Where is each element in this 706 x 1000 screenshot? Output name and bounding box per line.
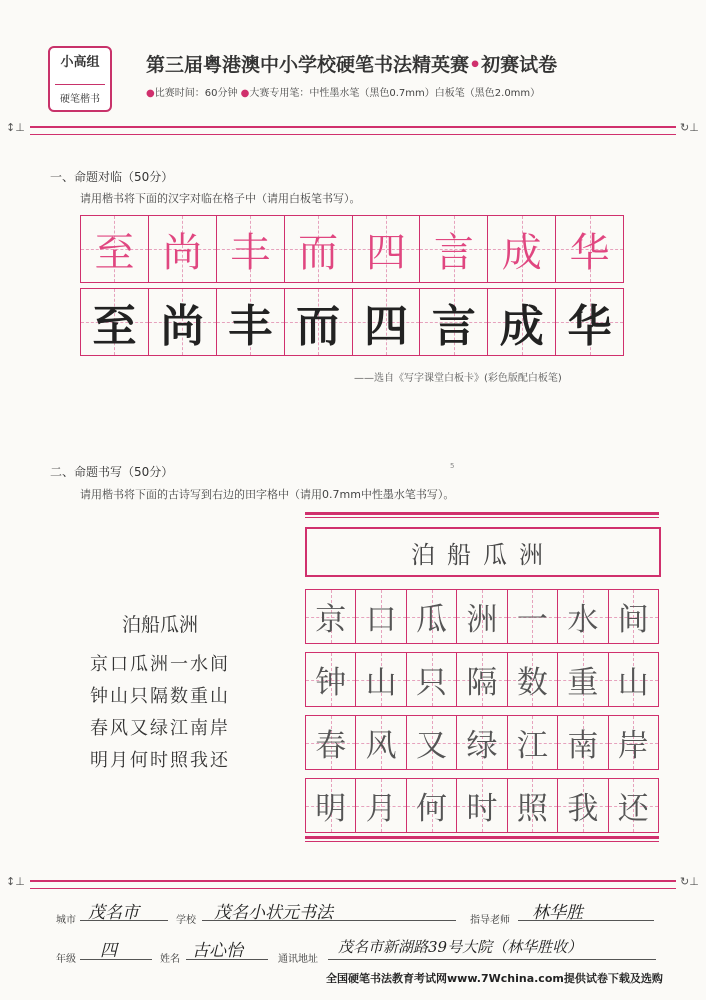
poem-grid-cell xyxy=(457,590,507,643)
poem-grid-cell xyxy=(508,653,558,706)
poem-grid-cell xyxy=(508,716,558,769)
poem-grid-char: 间 xyxy=(617,602,649,638)
poem-grid-cell xyxy=(558,653,608,706)
poem-grid-char: 隔 xyxy=(466,665,498,701)
exam-time: 比赛时间：60分钟 xyxy=(154,88,238,99)
section2-desc: 请用楷书将下面的古诗写到右边的田字格中（请用0.7mm中性墨水笔书写）。 xyxy=(80,488,455,501)
poem-grid-char: 还 xyxy=(617,791,649,827)
poem-grid-cell xyxy=(356,779,406,832)
poem-frame-bottom-rule xyxy=(305,836,659,842)
poem-grid-char: 月 xyxy=(365,791,397,827)
bullet-icon: ● xyxy=(146,88,155,99)
poem-grid-char: 洲 xyxy=(466,602,498,638)
binding-mark-icon: ↕⊥ xyxy=(6,875,25,888)
grid-char: 华 xyxy=(569,229,610,276)
poem-grid-cell xyxy=(508,590,558,643)
grid-char: 尚 xyxy=(160,301,205,352)
poem-grid-char: 一 xyxy=(516,602,548,638)
poem-grid-char: 春 xyxy=(315,728,347,764)
grid-cell xyxy=(217,216,285,282)
divider-top xyxy=(30,126,676,135)
group-badge xyxy=(48,46,112,112)
poem-grid-char: 重 xyxy=(567,665,599,701)
poem-grid-cell xyxy=(609,716,658,769)
teacher-label: 指导老师 xyxy=(470,915,510,926)
grid-char: 成 xyxy=(501,229,542,276)
grid-char: 尚 xyxy=(162,229,203,276)
poem-grid-char: 何 xyxy=(416,791,448,827)
poem-grid-cell xyxy=(457,779,507,832)
grid-cell xyxy=(353,216,421,282)
poem-left-title: 泊船瓜洲 xyxy=(121,614,198,636)
section2-title: 二、命题书写（50分） xyxy=(50,465,174,479)
poem-grid-char: 风 xyxy=(365,728,397,764)
page-title xyxy=(146,50,557,77)
poem-grid-cell xyxy=(356,653,406,706)
poem-grid-cell xyxy=(558,779,608,832)
poem-line: 春风又绿江南岸 xyxy=(90,718,230,739)
source-note: ——选自《写字课堂白板卡》(彩色版配白板笔) xyxy=(354,373,562,384)
poem-grid-cell xyxy=(407,716,457,769)
poem-grid-char: 京 xyxy=(315,602,347,638)
poem-grid-char: 只 xyxy=(416,665,448,701)
grid-char: 成 xyxy=(499,301,544,352)
grid-cell xyxy=(81,216,149,282)
grid-cell xyxy=(353,289,421,355)
school-value: 茂名小状元书法 xyxy=(214,903,333,923)
title-tail: 初赛试卷 xyxy=(481,54,558,76)
binding-mark-icon: ↕⊥ xyxy=(6,121,25,134)
divider-bottom xyxy=(30,880,676,889)
name-label: 姓名 xyxy=(160,954,180,965)
grid-cell xyxy=(81,289,149,355)
grid-cell xyxy=(488,216,556,282)
poem-grid-char: 又 xyxy=(416,728,448,764)
poem-grid-char: 绿 xyxy=(466,728,498,764)
grid-cell xyxy=(149,289,217,355)
poem-grid-char: 钟 xyxy=(315,665,347,701)
poem-grid-row xyxy=(305,778,659,833)
grid-char: 言 xyxy=(433,229,474,276)
poem-line: 明月何时照我还 xyxy=(90,750,230,771)
grid-char: 四 xyxy=(363,301,408,352)
grid-char: 四 xyxy=(365,229,406,276)
exam-info xyxy=(146,84,540,99)
poem-grid-char: 水 xyxy=(567,602,599,638)
poem-grid-cell xyxy=(306,716,356,769)
poem-grid-char: 照 xyxy=(516,791,548,827)
grid-char: 而 xyxy=(296,301,341,352)
grid-cell xyxy=(556,289,623,355)
poem-line: 京口瓜洲一水间 xyxy=(90,654,230,675)
name-value: 古心怡 xyxy=(192,941,243,961)
poem-grid-char: 瓜 xyxy=(416,602,448,638)
poem-grid-row xyxy=(305,652,659,707)
grid-char: 丰 xyxy=(230,229,271,276)
grid-cell xyxy=(285,216,353,282)
poem-grid-cell xyxy=(407,779,457,832)
poem-grid-cell xyxy=(558,590,608,643)
copy-grid-pink xyxy=(80,215,624,283)
grid-cell xyxy=(285,289,353,355)
grid-char: 华 xyxy=(567,301,612,352)
grid-char: 至 xyxy=(92,301,137,352)
poem-grid-cell xyxy=(356,590,406,643)
grid-cell xyxy=(217,289,285,355)
poem-grid-cell xyxy=(407,653,457,706)
poem-grid-cell xyxy=(306,590,356,643)
poem-grid-char: 我 xyxy=(567,791,599,827)
poem-grid-char: 时 xyxy=(466,791,498,827)
poem-grid-char: 山 xyxy=(617,665,649,701)
poem-grid-char: 岸 xyxy=(617,728,649,764)
poem-grid-cell xyxy=(609,779,658,832)
poem-grid-cell xyxy=(558,716,608,769)
address-label: 通讯地址 xyxy=(278,954,318,965)
poem-grid-cell xyxy=(609,590,658,643)
grid-char: 丰 xyxy=(228,301,273,352)
grid-cell xyxy=(556,216,623,282)
poem-grid-row xyxy=(305,715,659,770)
exam-pen: 大赛专用笔：中性墨水笔（黑色0.7mm）白板笔（黑色2.0mm） xyxy=(249,88,541,99)
section1-title: 一、命题对临（50分） xyxy=(50,170,174,184)
city-label: 城市 xyxy=(56,915,76,926)
address-value: 茂名市新湖路39号大院（林华胜收） xyxy=(338,938,583,956)
binding-mark-icon: ↻⊥ xyxy=(680,875,699,888)
grid-char: 言 xyxy=(431,301,476,352)
poem-grid-char: 山 xyxy=(365,665,397,701)
grid-char: 而 xyxy=(298,229,339,276)
poem-grid-char: 口 xyxy=(365,602,397,638)
poem-grid-title: 泊船瓜洲 xyxy=(411,540,555,569)
city-value: 茂名市 xyxy=(88,903,139,923)
group-label: 小高组 xyxy=(60,55,100,70)
grid-cell xyxy=(149,216,217,282)
title-dot: • xyxy=(469,54,482,76)
poem-grid-cell xyxy=(306,779,356,832)
poem-grid-char: 明 xyxy=(315,791,347,827)
footer-note: 全国硬笔书法教育考试网www.7Wchina.com提供试卷下载及选购 xyxy=(326,972,663,985)
poem-grid-char: 数 xyxy=(516,665,548,701)
poem-grid-cell xyxy=(306,653,356,706)
title-main: 第三届粤港澳中小学校硬笔书法精英赛 xyxy=(146,54,470,76)
poem-grid-cell xyxy=(609,653,658,706)
poem-grid-cell xyxy=(457,653,507,706)
section1-desc: 请用楷书将下面的汉字对临在格子中（请用白板笔书写）。 xyxy=(80,192,361,205)
school-label: 学校 xyxy=(176,915,196,926)
grid-cell xyxy=(420,289,488,355)
poem-frame-top-rule xyxy=(305,512,659,518)
group-sub-label: 硬笔楷书 xyxy=(55,84,105,105)
binding-mark-icon: ↻⊥ xyxy=(680,121,699,134)
grid-char: 至 xyxy=(94,229,135,276)
poem-grid-cell xyxy=(407,590,457,643)
poem-grid xyxy=(305,589,659,833)
poem-grid-char: 南 xyxy=(567,728,599,764)
grade-label: 年级 xyxy=(56,954,76,965)
grid-cell xyxy=(488,289,556,355)
teacher-value: 林华胜 xyxy=(532,903,583,923)
bullet-icon: ● xyxy=(240,88,250,99)
poem-grid-cell xyxy=(356,716,406,769)
poem-line: 钟山只隔数重山 xyxy=(90,686,230,707)
poem-grid-cell xyxy=(457,716,507,769)
poem-grid-row xyxy=(305,589,659,644)
poem-grid-cell xyxy=(508,779,558,832)
page-mark: 5 xyxy=(450,462,455,470)
grade-value: 四 xyxy=(100,941,117,961)
grid-cell xyxy=(420,216,488,282)
poem-grid-char: 江 xyxy=(516,728,548,764)
poem-title-box xyxy=(305,527,661,577)
copy-grid-black xyxy=(80,288,624,356)
